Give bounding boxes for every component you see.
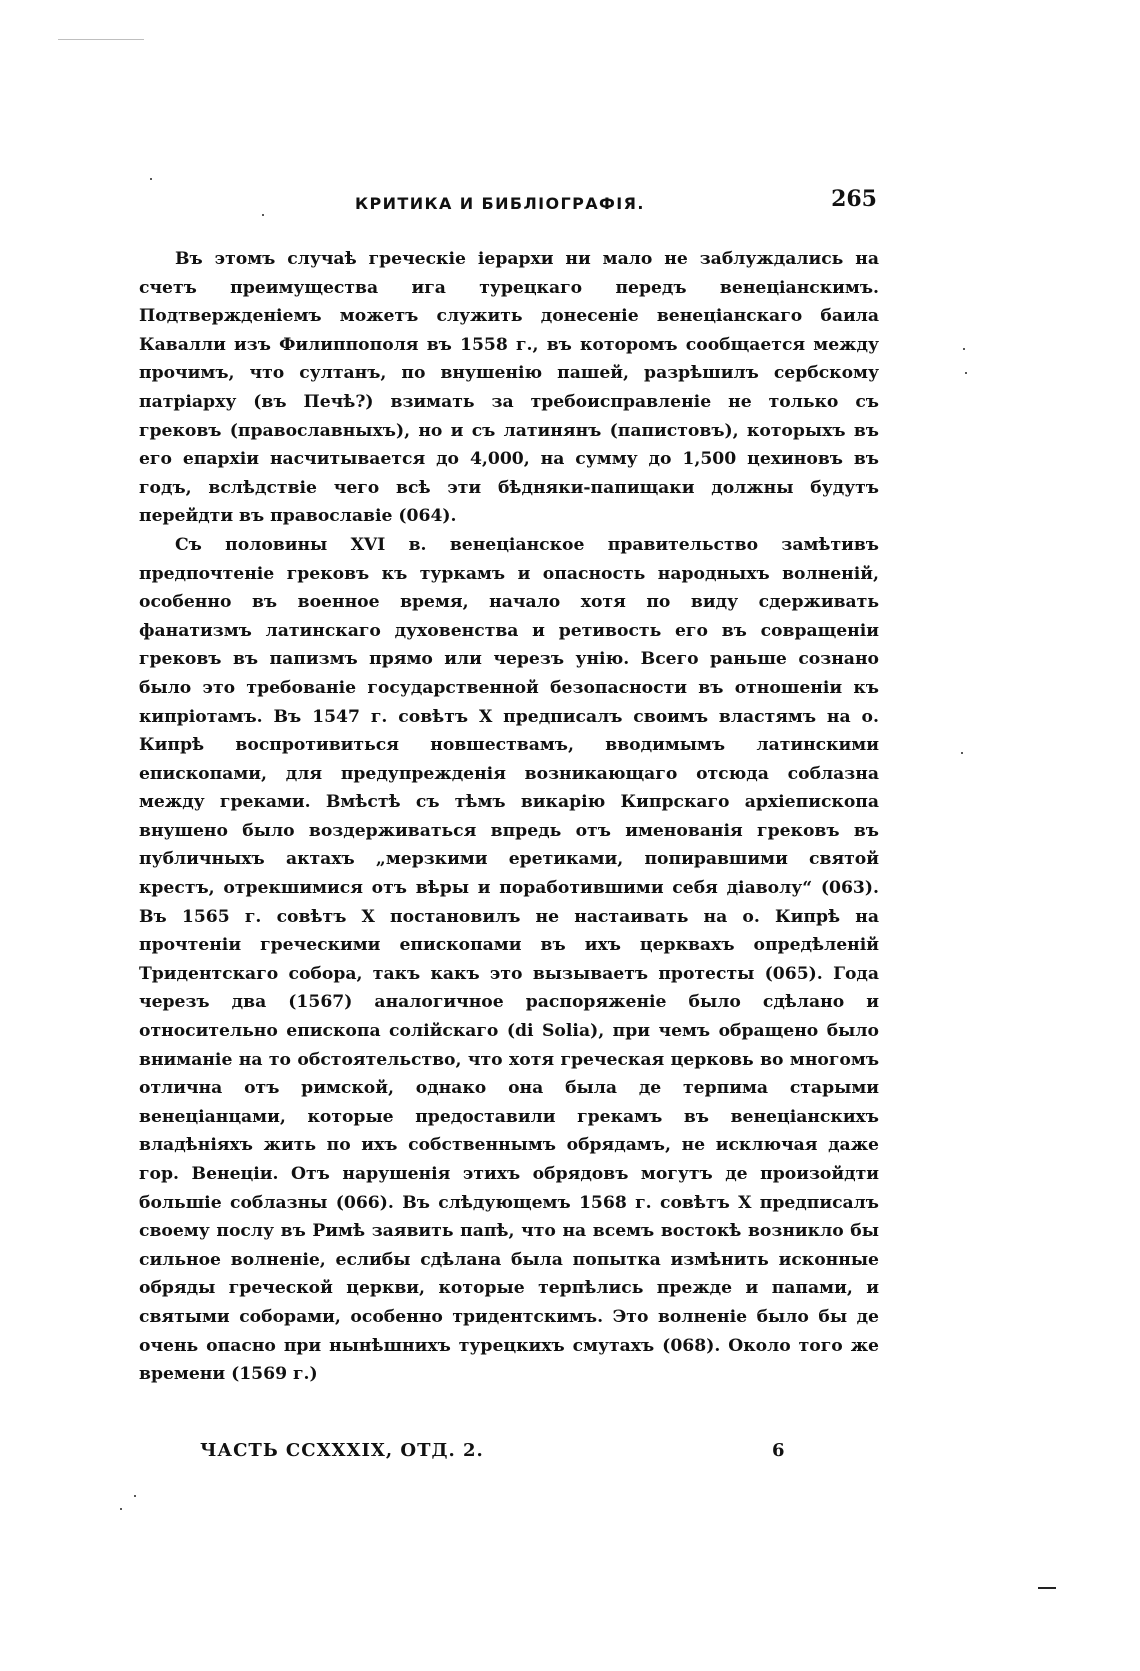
scan-speck: [961, 752, 963, 754]
signature-mark: ЧАСТЬ CCXXXIX, ОТД. 2.: [200, 1440, 484, 1461]
page-number: 265: [831, 186, 877, 212]
scan-speck: [120, 1508, 122, 1510]
scan-speck: [963, 348, 965, 350]
scan-speck: [262, 214, 264, 216]
running-title: КРИТИКА И БИБЛІОГРАФІЯ.: [355, 194, 645, 213]
paragraph-2: Съ половины XVI в. венеціанское правительство замѣтивъ предпочтеніе грековъ къ туркамъ и опасность народныхъ волненій, особенно въ военное время, начало хотя по виду сдерживать фанатизмъ латинскаго духовенства и ретивость его въ совращеніи грековъ въ папизмъ прямо или черезъ унію. Всего раньше сознано было это требованіе государственной безопасности въ отношеніи къ кипріотамъ. Въ 1547 г. совѣтъ X предписалъ своимъ властямъ на о. Кипрѣ воспротивиться новшествамъ, вводимымъ латинскими епископами, для предупрежденія возникающаго отсюда соблазна между греками. Вмѣстѣ съ тѣмъ викарію Кипрскаго архіепископа внушено было воздерживаться впредь отъ именованія грековъ въ публичныхъ актахъ „мерзкими еретиками, попиравшими святой крестъ, отрекшимися отъ вѣры и поработившими себя діаволу“ (063). Въ 1565 г. совѣтъ X постановилъ не настаивать на о. Кипрѣ на прочтеніи греческими епископами въ ихъ церквахъ опредѣленій Тридентскаго собора, такъ какъ это вызываетъ протесты (065). Года черезъ два (1567) аналогичное распоряженіе было сдѣлано и относительно епископа солійскаго (di Solia), при чемъ обращено было вниманіе на то обстоятельство, что хотя греческая церковь во многомъ отлична отъ римской, однако она была де терпима старыми венеціанцами, которые предоставили грекамъ въ венеціанскихъ владѣніяхъ жить по ихъ собственнымъ обрядамъ, не исключая даже гор. Венеціи. Отъ нарушенія этихъ обрядовъ могутъ де произойдти большіе соблазны (066). Въ слѣдующемъ 1568 г. совѣтъ X предписалъ своему послу въ Римѣ заявить папѣ, что на всемъ востокѣ возникло бы сильное волненіе, еслибы сдѣлана была попытка измѣнить исконные обряды греческой церкви, которые терпѣлись прежде и папами, и святыми соборами, особенно тридентскимъ. Это волненіе было бы де очень опасно при нынѣшнихъ турецкихъ смутахъ (068). Около того же времени (1569 г.): [139, 534, 879, 1385]
sheet-number: 6: [772, 1440, 785, 1461]
running-header: [135, 186, 877, 222]
scan-speck: [134, 1495, 136, 1497]
paragraph-1: Въ этомъ случаѣ греческіе іерархи ни мало не заблуждались на счетъ преимущества ига турецкаго передъ венеціанскимъ. Подтвержденіемъ можетъ служить донесеніе венеціанскаго баила Кавалли изъ Филиппополя въ 1558 г., въ которомъ сообщается между прочимъ, что султанъ, по внушенію пашей, разрѣшилъ сербскому патріарху (въ Печѣ?) взимать за требоисправленіе не только съ грековъ (православныхъ), но и съ латинянъ (папистовъ), которыхъ въ его епархіи насчитывается до 4,000, на сумму до 1,500 цехиновъ въ годъ, вслѣдствіе чего всѣ эти бѣдняки-папищаки должны будутъ перейдти въ православіе (064).: [139, 249, 879, 527]
body-text: [139, 245, 879, 1389]
scan-speck: [965, 372, 967, 374]
scan-speck: [150, 178, 152, 180]
scan-mark: [1038, 1587, 1056, 1589]
scan-edge-line: [58, 39, 144, 40]
page-footer: [160, 1440, 840, 1470]
